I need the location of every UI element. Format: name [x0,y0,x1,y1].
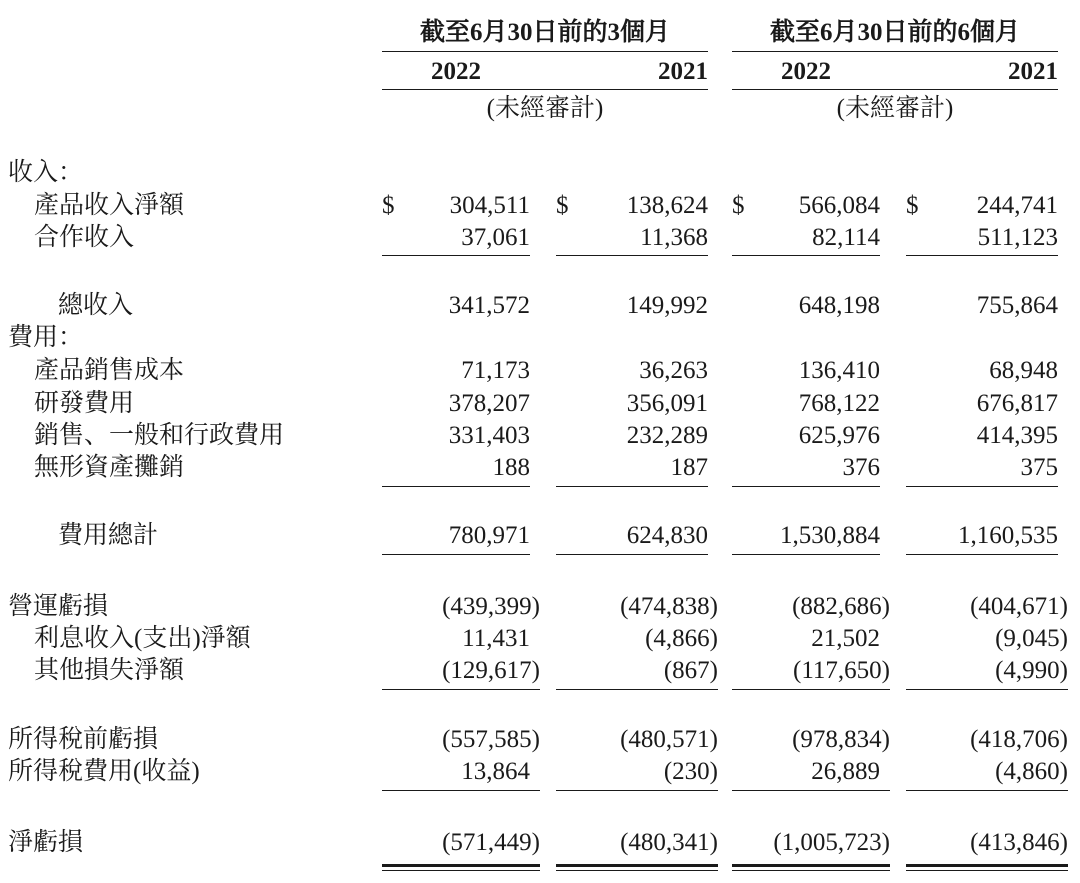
cell-total-expenses-3m-2021: 624,830 [626,522,708,549]
years-3m-rule [382,89,708,90]
cell-net-loss-3m-2021: (480,341) [620,829,718,856]
subtotal-rule [732,689,890,690]
row-label-amortization: 無形資產攤銷 [34,454,185,481]
cell-total-expenses-6m-2022: 1,530,884 [780,522,880,549]
header-3m-rule [382,51,708,52]
cell-operating-loss-3m-2021: (474,838) [620,593,718,620]
row-label-operating-loss: 營運虧損 [8,593,109,620]
cell-total-revenue-6m-2021: 755,864 [976,292,1058,319]
subtotal-rule [382,790,540,791]
cell-cost-of-sales-6m-2021: 68,948 [989,357,1058,384]
cell-operating-loss-6m-2021: (404,671) [970,593,1068,620]
cell-tax-6m-2022: 26,889 [811,758,880,785]
row-label-tax: 所得稅費用(收益) [8,758,200,785]
subtotal-rule [556,255,708,256]
currency-symbol: $ [732,192,745,219]
row-label-interest: 利息收入(支出)淨額 [34,625,251,652]
cell-collab-revenue-3m-2021: 11,368 [640,224,708,251]
cell-net-loss-6m-2022: (1,005,723) [773,829,890,856]
cell-net-loss-3m-2022: (571,449) [442,829,540,856]
currency-symbol: $ [382,192,395,219]
cell-cost-of-sales-3m-2021: 36,263 [639,357,708,384]
cell-amortization-6m-2021: 375 [1020,454,1058,481]
cell-tax-6m-2021: (4,860) [995,758,1068,785]
double-underline [732,864,890,871]
cell-other-loss-6m-2022: (117,650) [793,657,890,684]
double-underline [556,864,718,871]
subtotal-rule [732,790,890,791]
subtotal-rule [556,554,708,555]
cell-sga-3m-2022: 331,403 [448,422,530,449]
double-underline [382,864,540,871]
subtotal-rule [906,554,1058,555]
cell-tax-3m-2021: (230) [663,758,718,785]
currency-symbol: $ [556,192,569,219]
row-label-other-loss: 其他損失淨額 [34,657,185,684]
cell-pretax-loss-3m-2021: (480,571) [620,726,718,753]
cell-pretax-loss-3m-2022: (557,585) [442,726,540,753]
row-label-net-loss: 淨虧損 [8,829,84,856]
cell-product-revenue-3m-2022: 304,511 [449,192,530,219]
cell-amortization-6m-2022: 376 [842,454,880,481]
row-label-rnd: 研發費用 [34,390,135,417]
subtotal-rule [732,554,880,555]
subtotal-rule [732,255,880,256]
subtotal-rule [556,486,708,487]
subtotal-rule [906,486,1058,487]
row-label-total-revenue: 總收入 [58,292,134,319]
cell-amortization-3m-2021: 187 [670,454,708,481]
cell-pretax-loss-6m-2021: (418,706) [970,726,1068,753]
cell-sga-3m-2021: 232,289 [626,422,708,449]
unaudited-note-3m: (未經審計) [486,95,604,122]
header-6-months: 截至6月30日前的6個月 [769,19,1020,46]
cell-cost-of-sales-6m-2022: 136,410 [798,357,880,384]
cell-tax-3m-2022: 13,864 [461,758,530,785]
cell-interest-6m-2021: (9,045) [995,625,1068,652]
cell-pretax-loss-6m-2022: (978,834) [792,726,890,753]
cell-total-revenue-3m-2021: 149,992 [626,292,708,319]
subtotal-rule [556,790,718,791]
year-6m-2021: 2021 [1008,58,1058,85]
header-6m-rule [732,51,1058,52]
subtotal-rule [382,486,530,487]
cell-sga-6m-2022: 625,976 [798,422,880,449]
years-6m-rule [732,89,1058,90]
cell-total-revenue-6m-2022: 648,198 [798,292,880,319]
cell-cost-of-sales-3m-2022: 71,173 [461,357,530,384]
cell-product-revenue-6m-2022: 566,084 [798,192,880,219]
year-3m-2021: 2021 [658,58,708,85]
row-label-pretax-loss: 所得稅前虧損 [8,726,159,753]
row-label-product-revenue: 產品收入淨額 [34,192,185,219]
cell-rnd-6m-2021: 676,817 [976,390,1058,417]
cell-sga-6m-2021: 414,395 [976,422,1058,449]
cell-interest-3m-2022: 11,431 [462,625,530,652]
cell-interest-6m-2022: 21,502 [811,625,880,652]
row-label-sga: 銷售、一般和行政費用 [34,422,285,449]
year-6m-2022: 2022 [781,58,831,85]
cell-rnd-3m-2021: 356,091 [626,390,708,417]
currency-symbol: $ [906,192,919,219]
subtotal-rule [906,255,1058,256]
cell-amortization-3m-2022: 188 [492,454,530,481]
cell-product-revenue-3m-2021: 138,624 [626,192,708,219]
cell-other-loss-6m-2021: (4,990) [995,657,1068,684]
cell-operating-loss-6m-2022: (882,686) [792,593,890,620]
revenue-heading: 收入： [8,159,84,186]
cell-rnd-3m-2022: 378,207 [448,390,530,417]
header-3-months: 截至6月30日前的3個月 [419,19,670,46]
row-label-collab-revenue: 合作收入 [34,224,135,251]
row-label-cost-of-sales: 產品銷售成本 [34,357,185,384]
subtotal-rule [906,689,1068,690]
subtotal-rule [556,689,718,690]
row-label-total-expenses: 費用總計 [58,522,159,549]
subtotal-rule [382,554,530,555]
subtotal-rule [906,790,1068,791]
cell-total-expenses-6m-2021: 1,160,535 [958,522,1058,549]
cell-collab-revenue-6m-2021: 511,123 [977,224,1058,251]
cell-other-loss-3m-2021: (867) [663,657,718,684]
cell-collab-revenue-3m-2022: 37,061 [461,224,530,251]
year-3m-2022: 2022 [431,58,481,85]
subtotal-rule [732,486,880,487]
subtotal-rule [382,255,530,256]
unaudited-note-6m: (未經審計) [836,95,954,122]
cell-interest-3m-2021: (4,866) [645,625,718,652]
cell-other-loss-3m-2022: (129,617) [442,657,540,684]
expenses-heading: 費用： [8,324,84,351]
cell-product-revenue-6m-2021: 244,741 [976,192,1058,219]
cell-total-expenses-3m-2022: 780,971 [448,522,530,549]
double-underline [906,864,1068,871]
cell-net-loss-6m-2021: (413,846) [970,829,1068,856]
subtotal-rule [382,689,540,690]
cell-operating-loss-3m-2022: (439,399) [442,593,540,620]
cell-total-revenue-3m-2022: 341,572 [448,292,530,319]
cell-rnd-6m-2022: 768,122 [798,390,880,417]
cell-collab-revenue-6m-2022: 82,114 [812,224,880,251]
